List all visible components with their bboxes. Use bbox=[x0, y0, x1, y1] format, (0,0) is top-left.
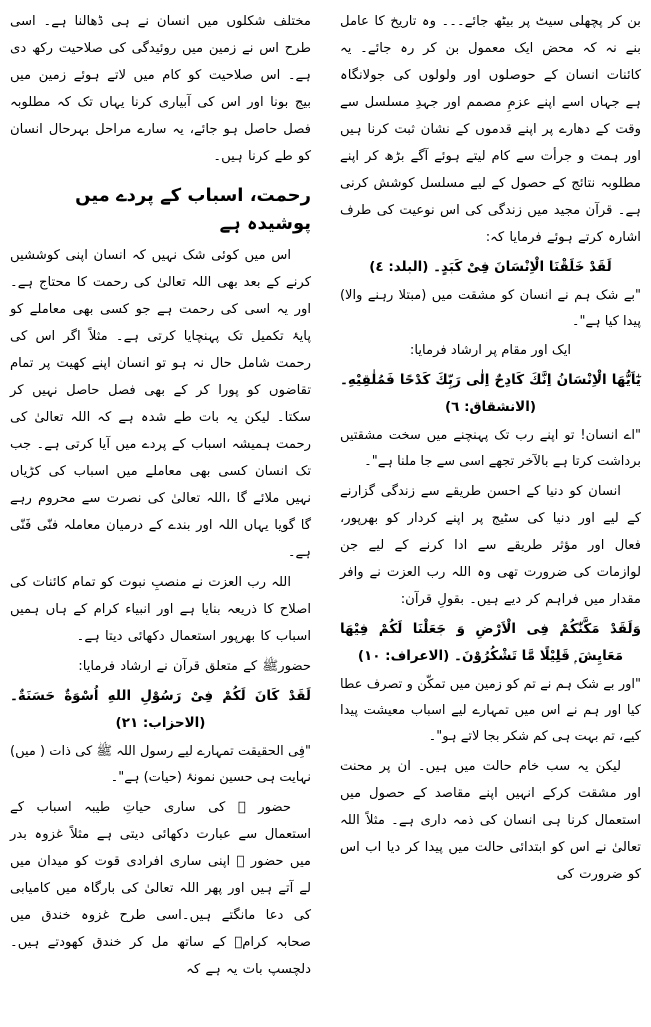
ayat-translation-araf: "اور بے شک ہم نے تم کو زمین میں تمکّن و تصرف عطا کیا اور ہم نے اس میں تمہارے لیے اسباب معیشت پیدا کیے، تم بہت ہی کم شکر بجا لاتے ہو"۔ bbox=[339, 677, 641, 744]
left-paragraph-1: بن کر پچھلی سیٹ پر بیٹھ جائے۔۔۔ وہ تاریخ کا عامل بنے نہ کہ محض ایک معمول بن کر رہ جائے۔ یہ کائنات انسان کے حوصلوں اور ولولوں کی جولانگاہ ہے جہاں اسے اپنے عزمِ مصمم اور جہدِ مسلسل سے وقت کے دھارے پر اپنے قدموں کے نشان ثبت کرنا ہیں اور ہمت و جرأت سے کام لیتے ہوئے آگے بڑھ کر اپنے مطلوبہ نتائج کے حصول کے لیے مسلسل کوشش کرنی ہے۔ قرآن مجید میں زندگی کی اس نوعیت کی طرف اشارہ کرتے ہوئے فرمایا کہ: bbox=[339, 14, 641, 245]
right-body-paragraph-1: اس میں کوئی شک نہیں کہ انسان اپنی کوششیں کرنے کے بعد بھی اللہ تعالیٰ کی رحمت کا محتاج ہے۔ اور یہ اسی کی رحمت ہے جو کسی بھی معاملے کو پایۂ تکمیل تک پہنچایا کرتی ہے۔ مثلاً اگر اس کی رحمت شامل حال نہ ہو تو انسان اپنے کھیت پر تمام تقاضوں کو پورا کر کے بھی فصل حاصل نہیں کر سکتا۔ لیکن یہ بات طے شدہ ہے کہ اللہ تعالیٰ کی رحمت ہمیشہ اسباب کے پردے میں آیا کرتی ہے۔ جب تک انسان کسی بھی معاملے میں اسباب کی کڑیاں نہیں ملائے گا ،اللہ تعالیٰ کی نصرت سے محروم رہے گا گویا یہاں اللہ اور بندے کے درمیان معاملہ فنّی فَنّی ہے۔ bbox=[10, 248, 311, 560]
right-body-paragraph-2: اللہ رب العزت نے منصبِ نبوت کو تمام کائنات کی اصلاح کا ذریعہ بنایا ہے اور انبیاء کرام کے ہاں ہمیں اسباب کا بھرپور استعمال دکھائی دیتا ہے۔ bbox=[10, 575, 311, 644]
left-closing-paragraph: لیکن یہ سب خام حالت میں ہیں۔ ان پر محنت اور مشقت کرکے انہیں اپنے مقاصد کے حصول میں استعمال کرنا ہی انسان کی ذمہ داری ہے۔ مثلاً اللہ تعالیٰ نے اس کو ابتدائی حالت میں پیدا کر دیا اب اس کو ضرورت کی bbox=[339, 759, 641, 882]
quran-ayat-araf: وَلَقَدْ مَكَّنّٰكُمْ فِى الْاَرْضِ وَ جَعَلْنَا لَكُمْ فِيْهَا مَعَايِشَ ۭ قَلِيْلًا مَّا تَشْكُرُوْنَ۔ (الاعراف: ١٠) bbox=[339, 621, 641, 664]
right-text-column bbox=[10, 8, 311, 1021]
right-closing-paragraph: حضور ﷺ کی ساری حیاتِ طیبہ اسباب کے استعمال سے عبارت دکھائی دیتی ہے مثلاً غزوہ بدر میں حضور ﷺ اپنی ساری افرادی قوت کو میدان میں لے آتے ہیں اور پھر اللہ تعالیٰ کی بارگاہ میں کامیابی کی دعا مانگتے ہیں۔اسی طرح غزوہ خندق میں صحابہ کرامؓ کے ساتھ مل کر خندق کھودتے ہیں۔ دلچسپ بات یہ ہے کہ bbox=[10, 800, 311, 977]
quran-ayat-balad: لَقَدْ خَلَقْنَا الْاِنْسَانَ فِىْ كَبَدٍ۔ (البلد: ٤) bbox=[369, 259, 612, 275]
section-heading: رحمت، اسباب کے پردے میں پوشیدہ ہے bbox=[75, 185, 311, 234]
left-text-column bbox=[340, 8, 641, 1021]
ayat-translation-balad: "بے شک ہم نے انسان کو مشقت میں (مبتلا رہنے والا) پیدا کیا ہے"۔ bbox=[339, 288, 641, 329]
another-place-line: ایک اور مقام پر ارشاد فرمایا: bbox=[409, 343, 572, 358]
right-paragraph-1: مختلف شکلوں میں انسان نے ہی ڈھالنا ہے۔ اسی طرح اس نے زمین میں روئیدگی کی صلاحیت رکھ دی ہے۔ اس صلاحیت کو کام میں لاتے ہوئے زمین میں بیج بونا اور اس کی آبیاری کرنا یہاں تک کہ مطلوبہ فصل حاصل ہو جائے، یہ سارے مراحل بہرحال انسان کو طے کرنا ہیں۔ bbox=[10, 14, 311, 164]
ayat-translation-inshiqaq: "اے انسان! تو اپنے رب تک پہنچنے میں سخت مشقتیں برداشت کرتا ہے بالآخر تجھے اسی سے جا ملنا ہے"۔ bbox=[339, 428, 641, 469]
left-body-paragraph-1: انسان کو دنیا کے احسن طریقے سے زندگی گزارنے کے لیے اور دنیا کی سٹیج پر اپنے کردار کو بھرپور، فعال اور مؤثر طریقے سے ادا کرنے کے لیے جن لوازمات کی ضرورت تھی وہ اللہ رب العزت نے وافر مقدار میں فراہم کر دیے ہیں۔ بقولِ قرآن: bbox=[339, 484, 641, 607]
column-divider bbox=[325, 8, 326, 1021]
quran-ayat-inshiqaq: يٰٓاَيُّهَا الْاِنْسَانُ اِنَّكَ كَادِحٌ اِلٰى رَبِّكَ كَدْحًا فَمُلٰقِيْهِ۔ (الانشقاق: ٦) bbox=[339, 372, 641, 415]
quran-intro-line: حضورﷺ کے متعلق قرآن نے ارشاد فرمایا: bbox=[78, 659, 311, 674]
ayat-translation-ahzab: "فِی الحقیقت تمہارے لیے رسول اللہ ﷺ کی ذات ( میں) نہایت ہی حسین نمونۂ (حیات) ہے"۔ bbox=[10, 744, 311, 785]
quran-ayat-ahzab: لَقَدْ كَانَ لَكُمْ فِىْ رَسُوْلِ اللهِ اُسْوَةٌ حَسَنَةٌ۔ (الاحزاب: ٢١) bbox=[10, 688, 311, 731]
